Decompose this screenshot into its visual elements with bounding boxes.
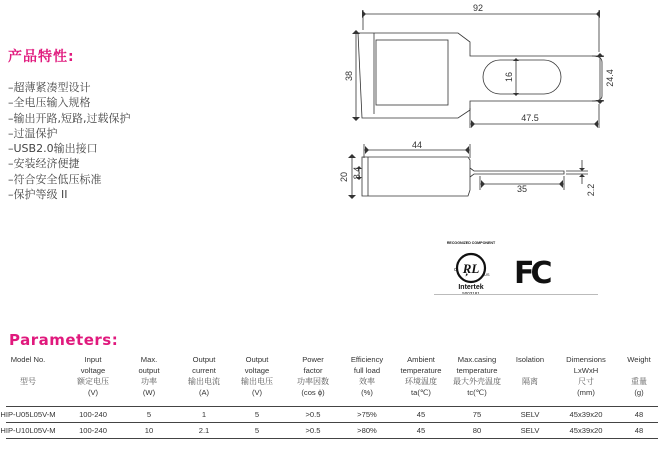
feature-item: –保护等级 II bbox=[8, 188, 68, 202]
parameters-title: Parameters: bbox=[9, 331, 119, 349]
table-cell: 5 bbox=[254, 410, 260, 419]
header-cn: 环境温度 bbox=[405, 377, 437, 386]
table-cell: 2.1 bbox=[198, 426, 210, 435]
table-cell: >75% bbox=[357, 410, 377, 419]
header-en: Input bbox=[84, 355, 102, 364]
header-cn: 效率 bbox=[359, 377, 375, 386]
header-cn: 隔离 bbox=[522, 377, 538, 386]
dim-step: 8.4 bbox=[352, 166, 362, 180]
table-cell: >0.5 bbox=[305, 426, 321, 435]
dim-height: 38 bbox=[344, 70, 354, 82]
features-list bbox=[8, 80, 131, 202]
header-cn: 功率 bbox=[141, 377, 157, 386]
header-en: Isolation bbox=[515, 355, 545, 364]
header-en: voltage bbox=[244, 366, 270, 375]
table-cell: 48 bbox=[634, 426, 644, 435]
header-unit: (V) bbox=[251, 388, 263, 397]
dim-slot-width: 16 bbox=[504, 71, 514, 83]
header-unit: ta(℃) bbox=[411, 388, 431, 397]
feature-item: –全电压输入规格 bbox=[8, 96, 91, 110]
table-cell: 45x39x20 bbox=[569, 410, 603, 419]
table-cell: 100-240 bbox=[79, 426, 107, 435]
header-en: temperature bbox=[400, 366, 442, 375]
ul-c-mark: c bbox=[454, 267, 457, 273]
feature-item: –USB2.0输出接口 bbox=[8, 142, 98, 156]
header-en: temperature bbox=[456, 366, 498, 375]
table-cell: 5 bbox=[146, 410, 152, 419]
table-cell: 48 bbox=[634, 410, 644, 419]
header-en: Output bbox=[192, 355, 216, 364]
header-en: Weight bbox=[627, 355, 651, 364]
feature-item: –输出开路,短路,过载保护 bbox=[8, 111, 131, 125]
feature-item: –安装经济便捷 bbox=[8, 157, 80, 171]
header-en: Efficiency bbox=[350, 355, 384, 364]
header-en: Power bbox=[302, 355, 324, 364]
header-unit: (V) bbox=[87, 388, 99, 397]
table-cell: 5 bbox=[254, 426, 260, 435]
header-cn: 输出电流 bbox=[188, 377, 220, 386]
header-unit: (mm) bbox=[577, 388, 595, 397]
dim-overall-length: 92 bbox=[472, 3, 484, 13]
dim-tab-width: 24.4 bbox=[605, 69, 615, 87]
ul-us-mark: US bbox=[484, 272, 490, 277]
header-en: Dimensions bbox=[566, 355, 606, 364]
dim-usb-length: 35 bbox=[516, 184, 528, 194]
mechanical-drawing bbox=[330, 0, 660, 300]
header-en: Model No. bbox=[10, 355, 46, 364]
table-cell: >0.5 bbox=[305, 410, 321, 419]
fcc-logo bbox=[514, 256, 551, 291]
header-en: Output bbox=[245, 355, 269, 364]
table-cell: 45 bbox=[416, 410, 426, 419]
table-cell: 45x39x20 bbox=[569, 426, 603, 435]
header-unit: (g) bbox=[634, 388, 644, 397]
table-cell: 75 bbox=[472, 410, 482, 419]
table-cell: >80% bbox=[357, 426, 377, 435]
header-unit: (%) bbox=[361, 388, 373, 397]
svg-text:ŖL: ŖL bbox=[462, 261, 480, 276]
header-cn: 输出电压 bbox=[241, 377, 273, 386]
header-en: output bbox=[138, 366, 160, 375]
feature-item: –过温保护 bbox=[8, 126, 58, 140]
header-cn: 最大外壳温度 bbox=[453, 377, 501, 386]
header-cn: 功率因数 bbox=[297, 377, 329, 386]
header-cn: 额定电压 bbox=[77, 377, 109, 386]
table-cell: 1 bbox=[201, 410, 207, 419]
model-cell: HIP-U05L05V-M bbox=[0, 410, 56, 419]
header-unit: (cos ϕ) bbox=[301, 388, 325, 397]
feature-item: –超薄紧凑型设计 bbox=[8, 81, 91, 94]
header-cn: 型号 bbox=[20, 377, 36, 386]
header-en: Ambient bbox=[407, 355, 435, 364]
svg-text:RECOGNIZED COMPONENT: RECOGNIZED COMPONENT bbox=[446, 241, 496, 245]
header-unit: (A) bbox=[198, 388, 210, 397]
table-rule bbox=[6, 406, 658, 407]
svg-text:FC: FC bbox=[514, 256, 549, 291]
header-unit: (W) bbox=[142, 388, 156, 397]
table-rule bbox=[6, 422, 658, 423]
ul-cert-logo bbox=[447, 241, 496, 296]
header-en: Max.casing bbox=[457, 355, 497, 364]
table-cell: 45 bbox=[416, 426, 426, 435]
top-view bbox=[352, 10, 604, 128]
dim-body-length: 44 bbox=[411, 140, 423, 150]
features-title: 产品特性: bbox=[8, 49, 75, 65]
dim-body-height: 20 bbox=[339, 171, 349, 183]
table-cell: 10 bbox=[144, 426, 154, 435]
header-en: current bbox=[192, 366, 216, 375]
header-en: voltage bbox=[80, 366, 106, 375]
model-cell: HIP-U10L05V-M bbox=[0, 426, 56, 435]
table-cell: 80 bbox=[472, 426, 482, 435]
table-cell: SELV bbox=[520, 426, 540, 435]
table-cell: SELV bbox=[520, 410, 540, 419]
dim-usb-thickness: 2.2 bbox=[586, 183, 596, 197]
header-unit: tc(℃) bbox=[467, 388, 487, 397]
side-view bbox=[348, 144, 588, 199]
header-en: factor bbox=[303, 366, 323, 375]
header-en: LxWxH bbox=[573, 366, 599, 375]
header-cn: 重量 bbox=[631, 377, 647, 386]
header-cn: 尺寸 bbox=[578, 377, 594, 386]
column-header bbox=[599, 354, 660, 398]
table-cell: 100-240 bbox=[79, 410, 107, 419]
table-rule bbox=[6, 438, 658, 439]
header-en: Max. bbox=[140, 355, 158, 364]
divider bbox=[434, 294, 598, 295]
dim-tab-length: 47.5 bbox=[521, 113, 539, 123]
header-en: full load bbox=[353, 366, 381, 375]
feature-item: –符合安全低压标准 bbox=[8, 172, 102, 186]
intertek-brand: Intertek bbox=[458, 284, 484, 291]
